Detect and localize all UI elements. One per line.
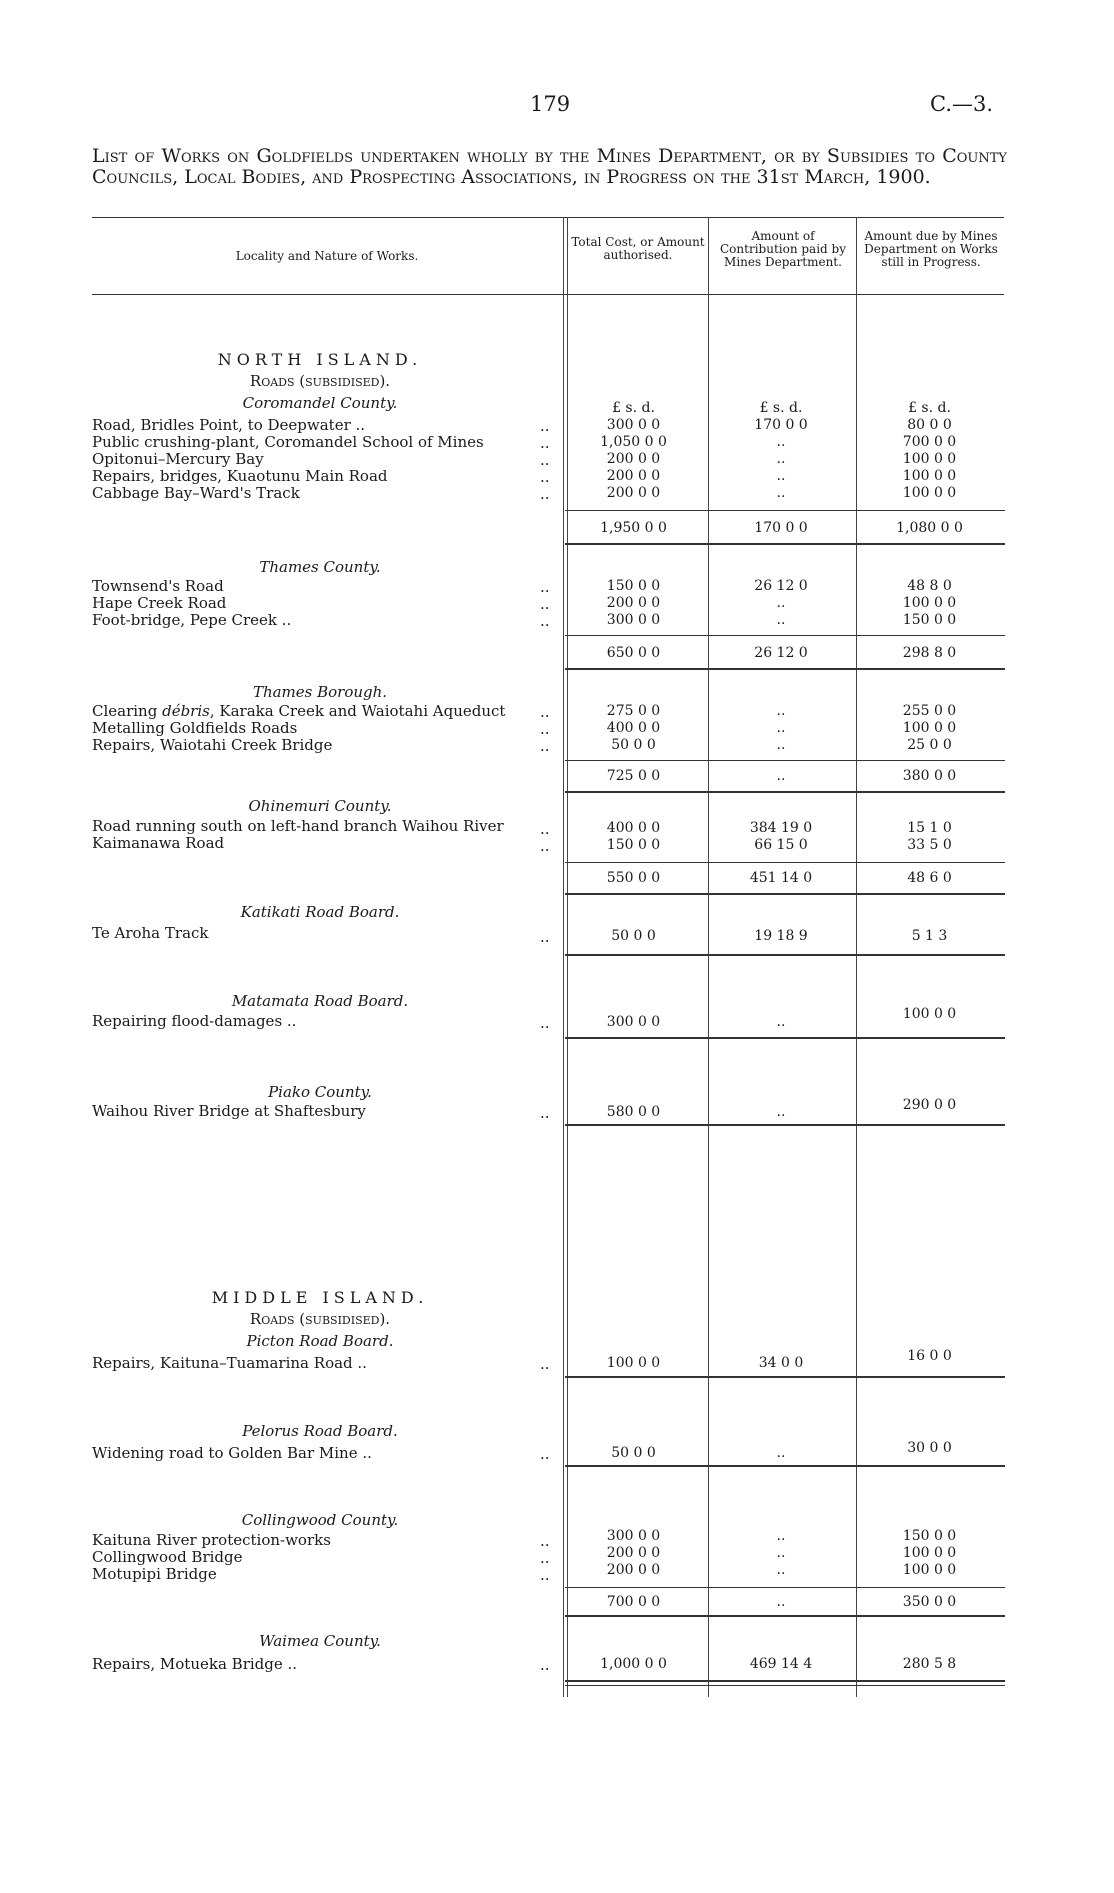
- table-row-work: Motupipi Bridge: [92, 1565, 217, 1583]
- table-row-work: Road running south on left-hand branch Waihou River: [92, 817, 504, 835]
- leader-dots: ..: [540, 612, 550, 630]
- table-row-work: Cabbage Bay–Ward's Track: [92, 484, 300, 502]
- thames-county-heading: Thames County.: [259, 558, 381, 576]
- matamata-heading: Matamata Road Board.: [231, 992, 409, 1010]
- coromandel-total-paid: 170 0 0: [754, 520, 808, 536]
- table-cell-total: 300 0 0: [606, 612, 661, 628]
- table-cell-due: 100 0 0: [902, 485, 957, 501]
- table-cell-paid: ..: [776, 1104, 786, 1120]
- page-title: [92, 146, 1007, 188]
- table-cell-due: 150 0 0: [902, 612, 957, 628]
- table-cell-total: 50 0 0: [611, 1445, 656, 1461]
- leader-dots: ..: [540, 595, 550, 613]
- leader-dots: ..: [540, 1566, 550, 1584]
- table-cell-due: 290 0 0: [902, 1097, 957, 1113]
- table-row-work: Road, Bridles Point, to Deepwater ..: [92, 416, 366, 434]
- debris-italic: débris: [162, 702, 210, 720]
- coromandel-total-cost: 1,950 0 0: [600, 520, 667, 536]
- coromandel-total-due: 1,080 0 0: [896, 520, 963, 536]
- thames-county-total-paid: 26 12 0: [754, 645, 808, 661]
- coromandel-heading: Coromandel County.: [242, 394, 398, 412]
- table-cell-total: 400 0 0: [606, 720, 661, 736]
- table-cell-due: 280 5 8: [902, 1656, 957, 1672]
- column-divider-2: [708, 217, 709, 1697]
- middle-roads-heading: Roads (subsidised).: [249, 1310, 391, 1328]
- table-cell-paid: 19 18 9: [754, 928, 808, 944]
- header-due: Amount due by Mines Department on Works still in Progress.: [864, 229, 998, 269]
- table-cell-total: 200 0 0: [606, 451, 661, 467]
- table-row-work: Opitonui–Mercury Bay: [92, 450, 264, 468]
- table-cell-paid: ..: [776, 434, 786, 450]
- table-cell-paid: ..: [776, 737, 786, 753]
- currency-header-due: £ s. d.: [908, 400, 951, 416]
- leader-dots: ..: [540, 1355, 550, 1373]
- picton-heading: Picton Road Board.: [246, 1332, 394, 1350]
- table-top-rule: [92, 217, 1004, 218]
- total-rule: [565, 954, 1005, 956]
- total-rule: [565, 1124, 1005, 1126]
- table-cell-due: 100 0 0: [902, 1562, 957, 1578]
- table-row-work: Public crushing-plant, Coromandel School of Mines: [92, 433, 484, 451]
- total-rule: [565, 893, 1005, 895]
- total-rule: [565, 1465, 1005, 1467]
- table-cell-paid: ..: [776, 595, 786, 611]
- table-row-work: Kaimanawa Road: [92, 834, 225, 852]
- leader-dots: ..: [540, 737, 550, 755]
- leader-dots: ..: [540, 578, 550, 596]
- total-rule: [565, 1376, 1005, 1378]
- leader-dots: ..: [540, 928, 550, 946]
- table-cell-paid: ..: [776, 1528, 786, 1544]
- ohinemuri-total-due: 48 6 0: [907, 870, 952, 886]
- north-island-heading: NORTH ISLAND.: [217, 350, 423, 369]
- table-cell-due: 33 5 0: [907, 837, 952, 853]
- table-cell-due: 100 0 0: [902, 451, 957, 467]
- ohinemuri-total-cost: 550 0 0: [606, 870, 661, 886]
- table-row-work: Repairs, Waiotahi Creek Bridge: [92, 736, 333, 754]
- table-cell-total: 150 0 0: [606, 837, 661, 853]
- leader-dots: ..: [540, 1014, 550, 1032]
- table-cell-due: 25 0 0: [907, 737, 952, 753]
- leader-dots: ..: [540, 1532, 550, 1550]
- table-cell-total: 300 0 0: [606, 1528, 661, 1544]
- table-cell-total: 300 0 0: [606, 1014, 661, 1030]
- collingwood-total-due: 350 0 0: [902, 1594, 957, 1610]
- currency-header-total: £ s. d.: [612, 400, 655, 416]
- header-contribution: Amount of Contribution paid by Mines Department.: [720, 229, 846, 269]
- table-cell-paid: ..: [776, 703, 786, 719]
- piako-heading: Piako County.: [268, 1083, 372, 1101]
- table-cell-due: 15 1 0: [907, 820, 952, 836]
- table-row-work: Te Aroha Track: [92, 924, 209, 942]
- table-cell-paid: ..: [776, 612, 786, 628]
- table-cell-due: 80 0 0: [907, 417, 952, 433]
- collingwood-total-paid: ..: [776, 1594, 786, 1610]
- table-cell-due: 100 0 0: [902, 468, 957, 484]
- leader-dots: ..: [540, 485, 550, 503]
- page-number: 179: [530, 92, 571, 116]
- leader-dots: ..: [540, 820, 550, 838]
- table-cell-paid: ..: [776, 720, 786, 736]
- table-row-work: Hape Creek Road: [92, 594, 227, 612]
- table-cell-total: 1,000 0 0: [600, 1656, 667, 1672]
- table-row-work: Widening road to Golden Bar Mine ..: [92, 1444, 372, 1462]
- table-row-work: Kaituna River protection-works: [92, 1531, 331, 1549]
- table-cell-total: 100 0 0: [606, 1355, 661, 1371]
- table-cell-paid: 66 15 0: [754, 837, 808, 853]
- table-cell-paid: ..: [776, 1562, 786, 1578]
- table-cell-due: 100 0 0: [902, 720, 957, 736]
- table-cell-due: 48 8 0: [907, 578, 952, 594]
- currency-header-paid: £ s. d.: [759, 400, 803, 416]
- thames-borough-total-paid: ..: [776, 768, 786, 784]
- table-header-rule: [92, 294, 1004, 295]
- table-row-work: Foot-bridge, Pepe Creek ..: [92, 611, 292, 629]
- table-cell-total: 50 0 0: [611, 737, 656, 753]
- subtotal-rule: [565, 862, 1005, 863]
- thames-borough-total-due: 380 0 0: [902, 768, 957, 784]
- waimea-heading: Waimea County.: [259, 1632, 381, 1650]
- table-row-work: Waihou River Bridge at Shaftesbury: [92, 1102, 366, 1120]
- pelorus-heading: Pelorus Road Board.: [242, 1422, 398, 1440]
- table-row-work: Repairing flood-damages ..: [92, 1012, 297, 1030]
- table-cell-paid: 384 19 0: [749, 820, 813, 836]
- table-cell-due: 100 0 0: [902, 1006, 957, 1022]
- table-cell-total: 200 0 0: [606, 468, 661, 484]
- table-cell-paid: 469 14 4: [749, 1656, 813, 1672]
- table-cell-paid: 26 12 0: [754, 578, 808, 594]
- leader-dots: ..: [540, 1104, 550, 1122]
- table-cell-paid: ..: [776, 1545, 786, 1561]
- page-reference: C.—3.: [930, 92, 994, 116]
- table-row-work: Repairs, Motueka Bridge ..: [92, 1655, 298, 1673]
- leader-dots: ..: [540, 468, 550, 486]
- katikati-heading: Katikati Road Board.: [240, 903, 400, 921]
- table-row-work: Clearing débris, Karaka Creek and Waiotahi Aqueduct: [92, 702, 506, 720]
- subtotal-rule: [565, 760, 1005, 761]
- table-cell-total: 150 0 0: [606, 578, 661, 594]
- table-cell-paid: 170 0 0: [754, 417, 808, 433]
- total-rule: [565, 1037, 1005, 1039]
- table-cell-total: 50 0 0: [611, 928, 656, 944]
- table-row-work: Collingwood Bridge: [92, 1548, 243, 1566]
- subtotal-rule: [565, 510, 1005, 511]
- collingwood-heading: Collingwood County.: [241, 1511, 399, 1529]
- table-cell-paid: ..: [776, 1014, 786, 1030]
- table-cell-paid: ..: [776, 485, 786, 501]
- thames-borough-total-cost: 725 0 0: [606, 768, 661, 784]
- title-text: List of Works on Goldfields undertaken wholly by the Mines Department, or by Subsidies to County Councils, Local Bodies, and Prospecting Associations, in Progress on the 31st March, 1900.: [92, 145, 1007, 188]
- table-cell-total: 275 0 0: [606, 703, 661, 719]
- leader-dots: ..: [540, 703, 550, 721]
- leader-dots: ..: [540, 451, 550, 469]
- table-cell-total: 200 0 0: [606, 485, 661, 501]
- collingwood-total-cost: 700 0 0: [606, 1594, 661, 1610]
- thames-county-total-due: 298 8 0: [902, 645, 957, 661]
- table-cell-total: 200 0 0: [606, 1545, 661, 1561]
- leader-dots: ..: [540, 720, 550, 738]
- table-cell-total: 200 0 0: [606, 595, 661, 611]
- leader-dots: ..: [540, 837, 550, 855]
- leader-dots: ..: [540, 1445, 550, 1463]
- table-cell-total: 300 0 0: [606, 417, 661, 433]
- subtotal-rule: [565, 635, 1005, 636]
- subtotal-rule: [565, 1587, 1005, 1588]
- total-rule: [565, 791, 1005, 793]
- ohinemuri-total-paid: 451 14 0: [749, 870, 813, 886]
- table-cell-total: 400 0 0: [606, 820, 661, 836]
- table-row-work: Repairs, bridges, Kuaotunu Main Road: [92, 467, 388, 485]
- total-rule: [565, 1680, 1005, 1682]
- leader-dots: ..: [540, 417, 550, 435]
- north-roads-heading: Roads (subsidised).: [249, 372, 391, 390]
- thames-county-total-cost: 650 0 0: [606, 645, 661, 661]
- column-divider-1: [563, 217, 564, 1697]
- table-cell-paid: ..: [776, 1445, 786, 1461]
- column-divider-3: [856, 217, 857, 1697]
- leader-dots: ..: [540, 1656, 550, 1674]
- leader-dots: ..: [540, 1549, 550, 1567]
- table-cell-due: 16 0 0: [907, 1348, 952, 1364]
- table-cell-total: 200 0 0: [606, 1562, 661, 1578]
- table-cell-due: 100 0 0: [902, 1545, 957, 1561]
- table-cell-due: 150 0 0: [902, 1528, 957, 1544]
- leader-dots: ..: [540, 434, 550, 452]
- table-cell-due: 5 1 3: [911, 928, 948, 944]
- table-cell-total: 580 0 0: [606, 1104, 661, 1120]
- header-locality: Locality and Nature of Works.: [235, 249, 419, 263]
- table-cell-paid: ..: [776, 468, 786, 484]
- header-total-cost: Total Cost, or Amount authorised.: [571, 235, 705, 262]
- table-cell-due: 100 0 0: [902, 595, 957, 611]
- table-row-work: Metalling Goldfields Roads: [92, 719, 298, 737]
- total-rule: [565, 668, 1005, 670]
- table-cell-paid: ..: [776, 451, 786, 467]
- middle-island-heading: MIDDLE ISLAND.: [211, 1288, 429, 1307]
- table-cell-paid: 34 0 0: [758, 1355, 804, 1371]
- table-cell-due: 255 0 0: [902, 703, 957, 719]
- table-cell-total: 1,050 0 0: [600, 434, 667, 450]
- table-cell-due: 700 0 0: [902, 434, 957, 450]
- table-row-work: Townsend's Road: [92, 577, 224, 595]
- table-cell-due: 30 0 0: [907, 1440, 952, 1456]
- thames-borough-heading: Thames Borough.: [252, 683, 388, 701]
- total-rule: [565, 1615, 1005, 1617]
- table-row-work: Repairs, Kaituna–Tuamarina Road ..: [92, 1354, 367, 1372]
- ohinemuri-heading: Ohinemuri County.: [248, 797, 392, 815]
- total-rule-lower: [565, 1685, 1005, 1686]
- total-rule: [565, 543, 1005, 545]
